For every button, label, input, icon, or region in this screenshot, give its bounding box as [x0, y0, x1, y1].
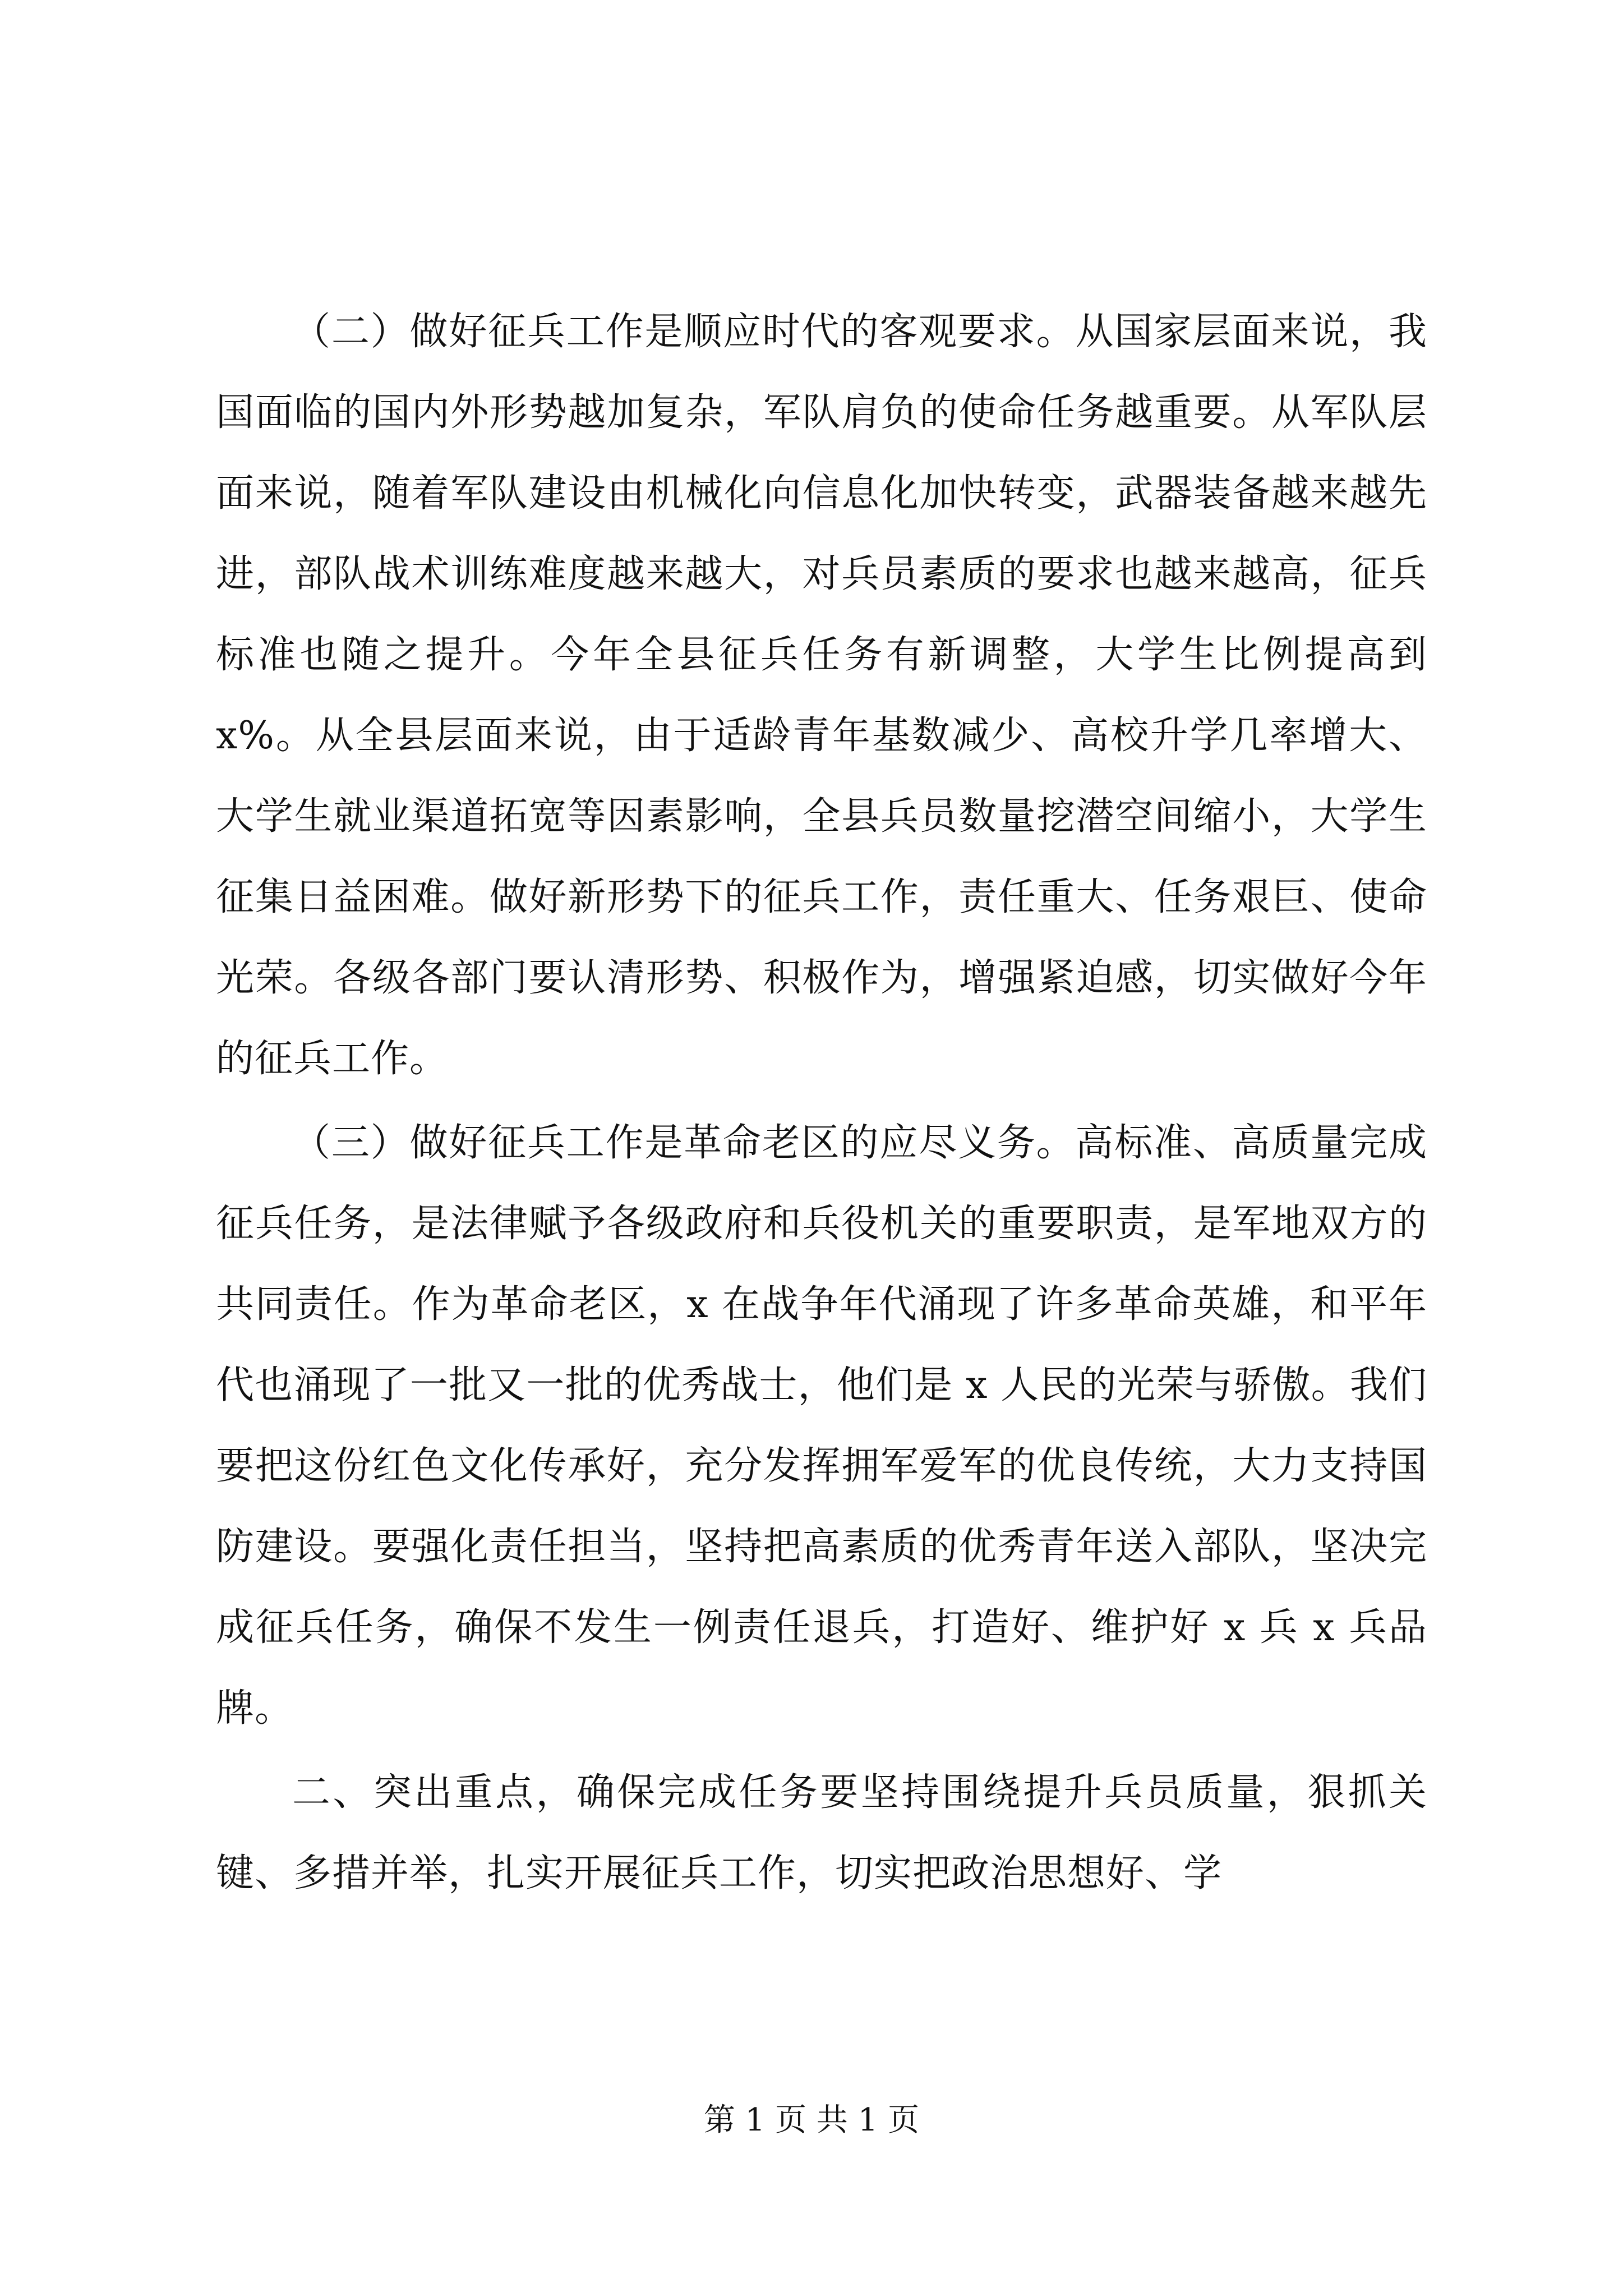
- paragraph-section-2: （二）做好征兵工作是顺应时代的客观要求。从国家层面来说，我国面临的国内外形势越加复杂，军队肩负的使命任务越重要。从军队层面来说，随着军队建设由机械化向信息化加快转变，武器装备越来越先进，部队战术训练难度越来越大，对兵员素质的要求也越来越高，征兵标准也随之提升。今年全县征兵任务有新调整，大学生比例提高到 x%。从全县层面来说，由于适龄青年基数减少、高校升学几率增大、大学生就业渠道拓宽等因素影响，全县兵员数量挖潜空间缩小，大学生征集日益困难。做好新形势下的征兵工作，责任重大、任务艰巨、使命光荣。各级各部门要认清形势、积极作为，增强紧迫感，切实做好今年的征兵工作。: [216, 310, 1427, 1081]
- paragraph-section-3: （三）做好征兵工作是革命老区的应尽义务。高标准、高质量完成征兵任务，是法律赋予各级政府和兵役机关的重要职责，是军地双方的共同责任。作为革命老区，x 在战争年代涌现了许多革命英雄，和平年代也涌现了一批又一批的优秀战士，他们是 x 人民的光荣与骄傲。我们要把这份红色文化传承好，充分发挥拥军爱军的优良传统，大力支持国防建设。要强化责任担当，坚持把高素质的优秀青年送入部队，坚决完成征兵任务，确保不发生一例责任退兵，打造好、维护好 x 兵 x 兵品牌。: [216, 1121, 1427, 1731]
- document-body: [216, 292, 1427, 1917]
- page-footer: 第 1 页 共 1 页: [703, 2102, 920, 2138]
- paragraph-key-points: 二、突出重点，确保完成任务要坚持围绕提升兵员质量，狠抓关键、多措并举，扎实开展征兵工作，切实把政治思想好、学: [216, 1770, 1427, 1895]
